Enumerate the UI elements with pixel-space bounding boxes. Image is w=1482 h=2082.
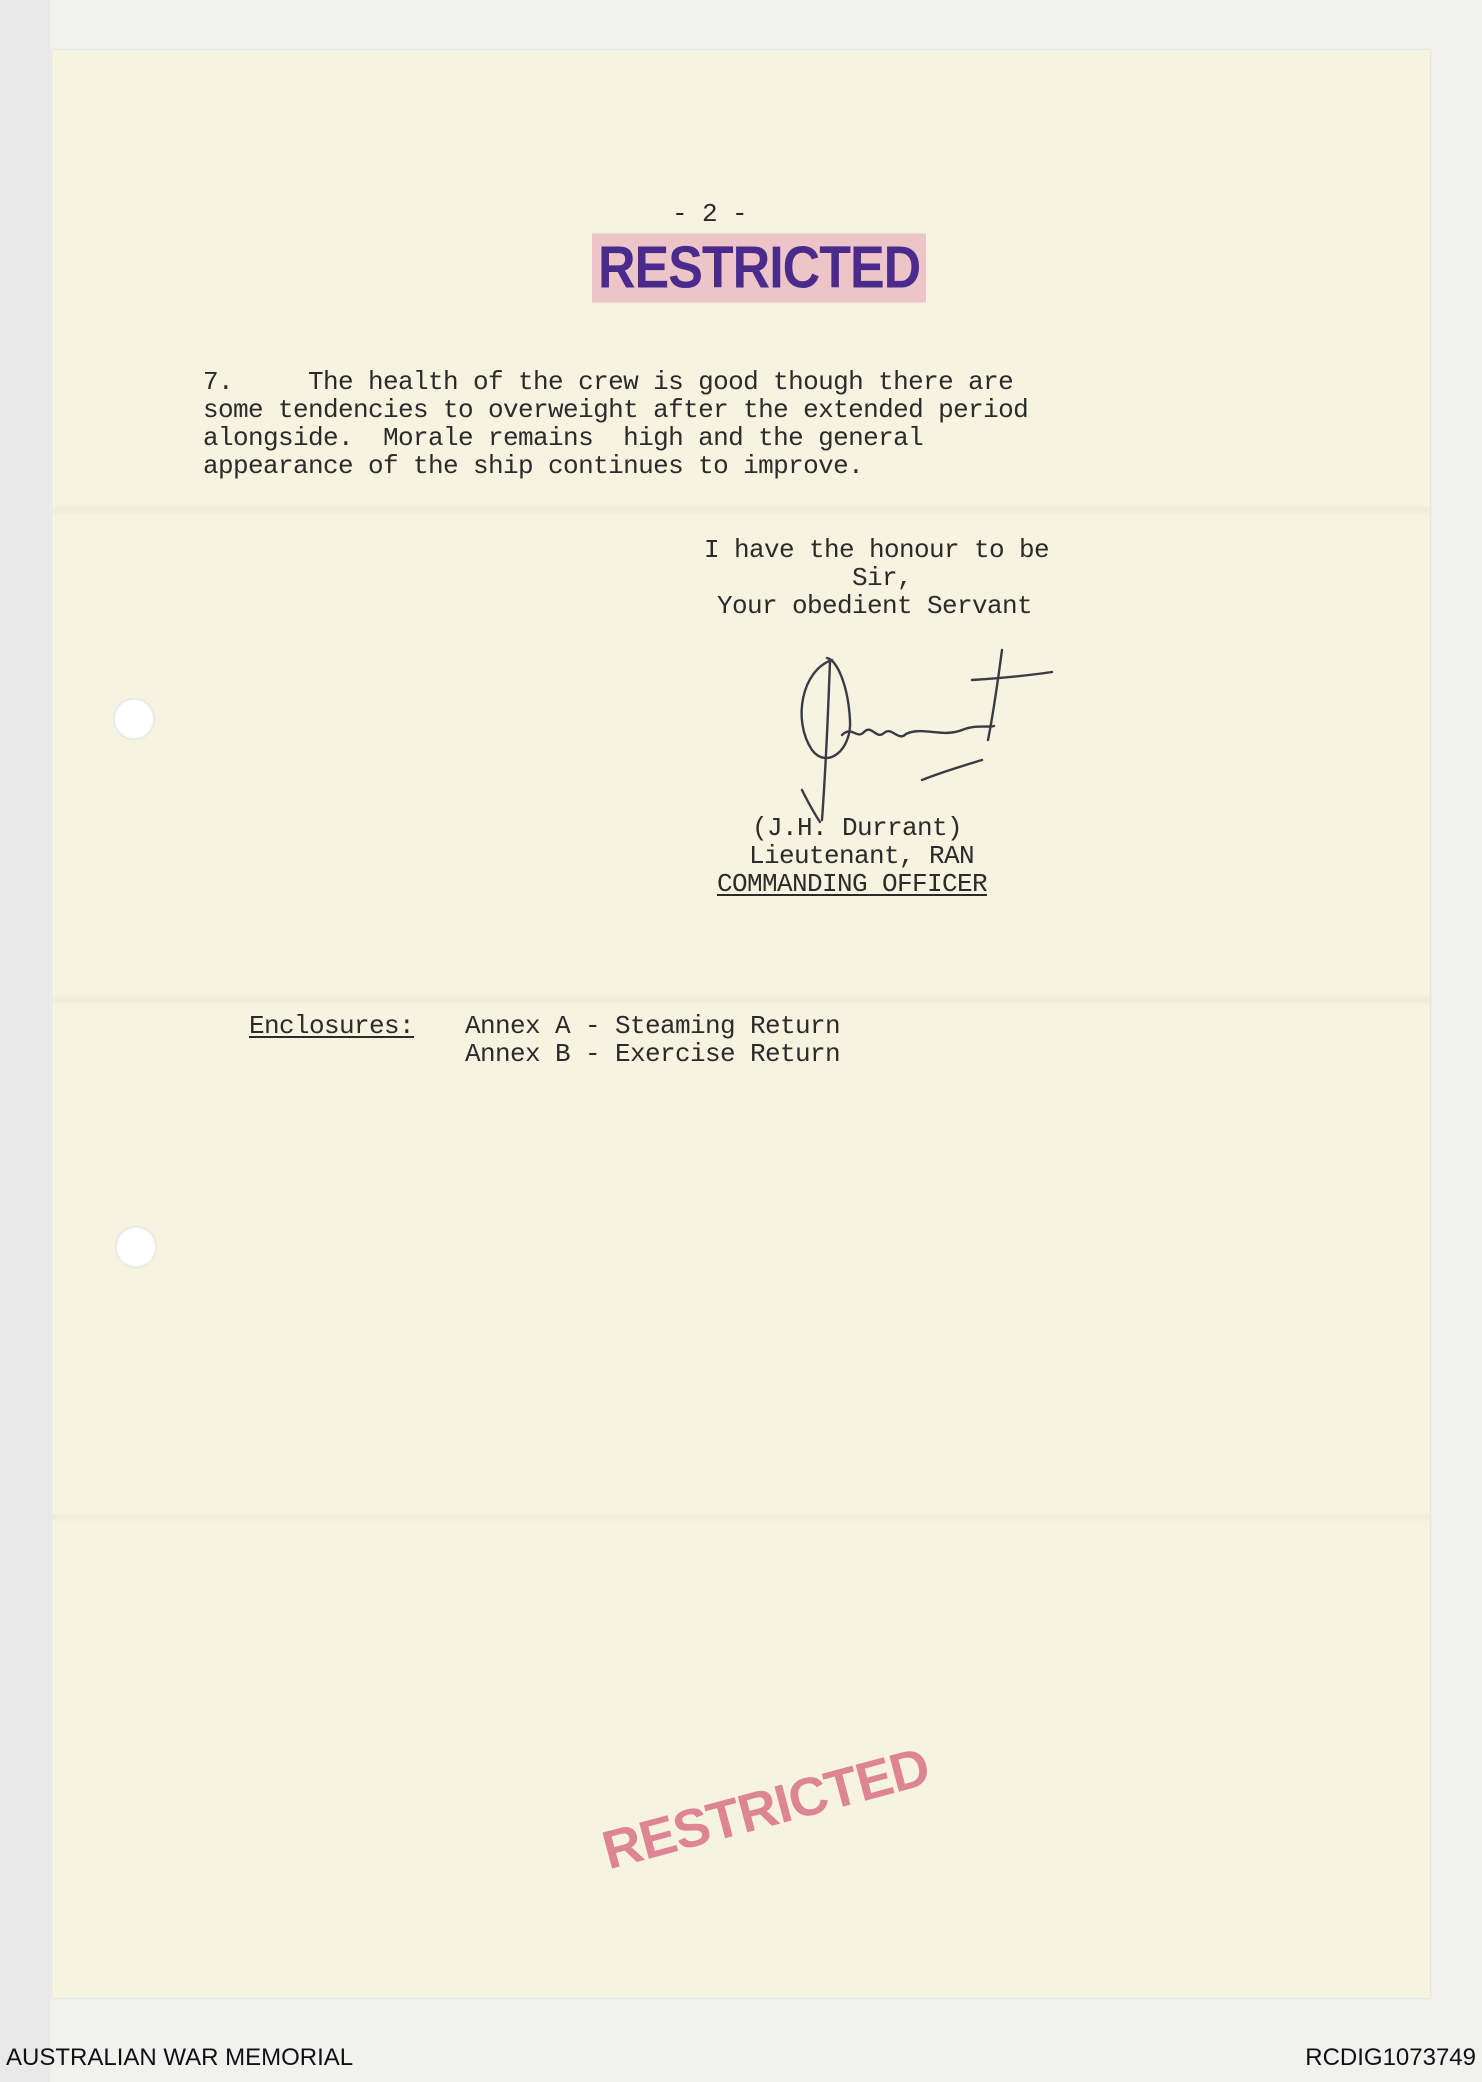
archive-credit: AUSTRALIAN WAR MEMORIAL — [6, 2044, 354, 2071]
document-page — [52, 50, 1430, 1998]
paragraph-line: 7. The health of the crew is good though there are — [203, 367, 1014, 397]
archive-reference: RCDIG1073749 — [1305, 2044, 1476, 2071]
signatory-title: COMMANDING OFFICER — [717, 869, 988, 899]
paragraph-line: alongside. Morale remains high and the general — [203, 423, 924, 453]
paragraph-line: appearance of the ship continues to improve. — [203, 451, 864, 481]
scan-background — [0, 0, 50, 2082]
fold-line — [52, 1512, 1430, 1522]
enclosure-item: Annex B - Exercise Return — [465, 1039, 841, 1069]
enclosures-label: Enclosures: — [249, 1011, 415, 1041]
signatory-rank: Lieutenant, RAN — [749, 841, 975, 871]
signatory-name: (J.H. Durrant) — [752, 813, 963, 843]
page-number: - 2 - — [672, 199, 748, 229]
punch-hole — [115, 1226, 157, 1268]
closing-line: Your obedient Servant — [717, 591, 1033, 621]
closing-line: Sir, — [852, 563, 913, 593]
paragraph-7 — [203, 368, 1028, 480]
paragraph-line: some tendencies to overweight after the extended period — [203, 395, 1029, 425]
punch-hole — [113, 698, 155, 740]
fold-line — [52, 995, 1430, 1005]
enclosure-item: Annex A - Steaming Return — [465, 1011, 841, 1041]
restricted-stamp-top: RESTRICTED — [592, 234, 926, 303]
fold-line — [52, 505, 1430, 515]
restricted-stamp-bottom: RESTRICTED — [596, 1736, 936, 1882]
closing-line: I have the honour to be — [704, 535, 1050, 565]
